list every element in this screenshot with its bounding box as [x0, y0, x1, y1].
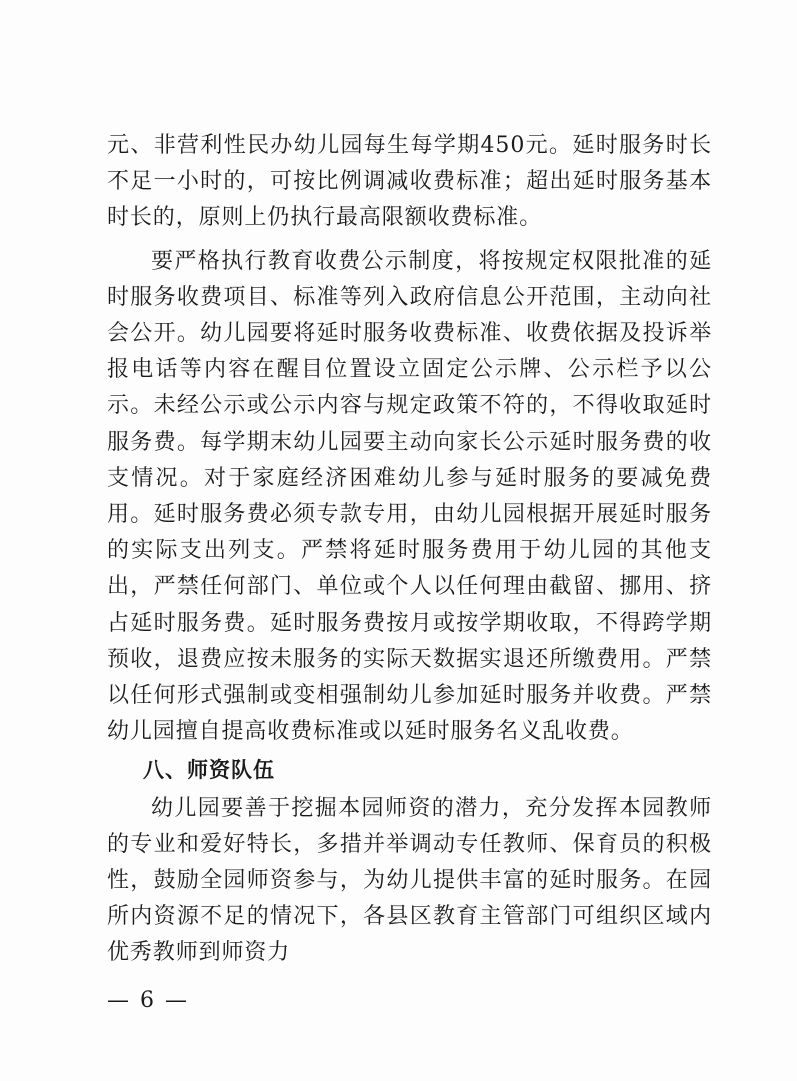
paragraph-teachers: 幼儿园要善于挖掘本园师资的潜力，充分发挥本园教师的专业和爱好特长，多措并举调动专任教师、保育员的积极性，鼓励全园师资参与，为幼儿提供丰富的延时服务。在园所内资源不足的情况下，各县区教育主管部门可组织区域内优秀教师到师资力 [107, 795, 712, 966]
section-heading-teachers: 八、师资队伍 [143, 758, 275, 783]
page-number: — 6 — [107, 988, 189, 1013]
paragraph-fee-disclosure: 要严格执行教育收费公示制度，将按规定权限批准的延时服务收费项目、标准等列入政府信息公开范围，主动向社会公开。幼儿园要将延时服务收费标准、收费依据及投诉举报电话等内容在醒目位置设立固定公示牌、公示栏予以公示。未经公示或公示内容与规定政策不符的，不得收取延时服务费。每学期末幼儿园要主动向家长公示延时服务费的收支情况。对于家庭经济困难幼儿参与延时服务的要减免费用。延时服务费必须专款专用，由幼儿园根据开展延时服务的实际支出列支。严禁将延时服务费用于幼儿园的其他支出，严禁任何部门、单位或个人以任何理由截留、挪用、挤占延时服务费。延时服务费按月或按学期收取，不得跨学期预收，退费应按未服务的实际天数据实退还所缴费用。严禁以任何形式强制或变相强制幼儿参加延时服务并收费。严禁幼儿园擅自提高收费标准或以延时服务名义乱收费。 [107, 248, 712, 745]
document-body [107, 128, 712, 972]
paragraph-fee-continuation: 元、非营利性民办幼儿园每生每学期450元。延时服务时长不足一小时的，可按比例调减收费标准；超出延时服务基本时长的，原则上仍执行最高限额收费标准。 [107, 133, 712, 231]
